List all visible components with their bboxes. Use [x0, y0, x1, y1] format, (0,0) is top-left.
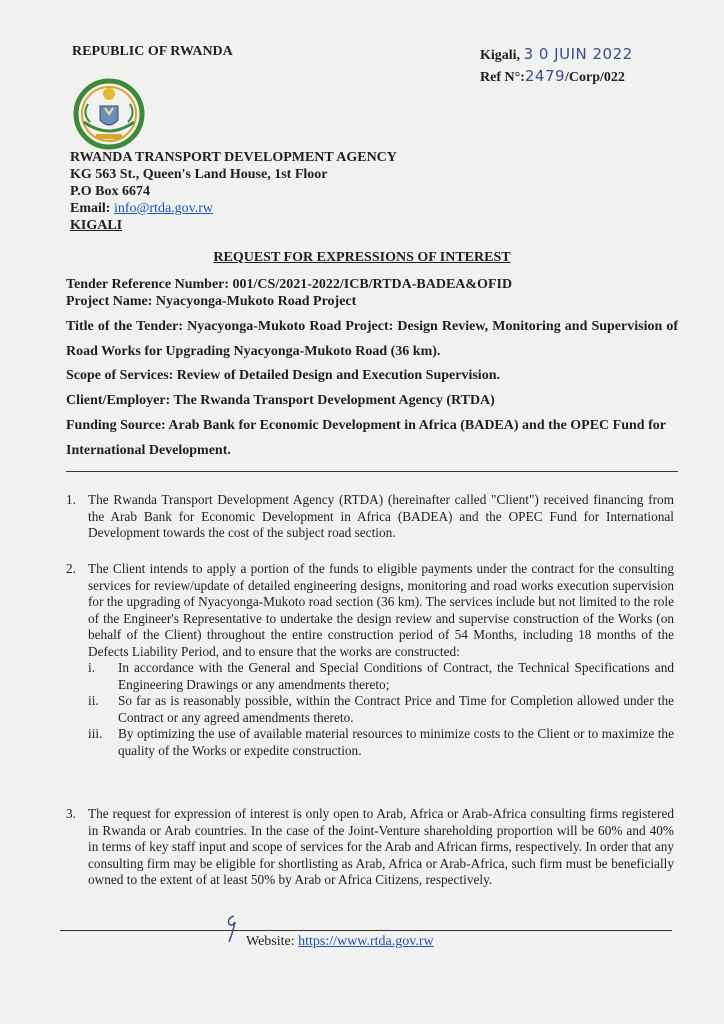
agency-email-line — [70, 200, 397, 217]
paragraph-number: 1. — [66, 492, 76, 507]
paragraph-text: The Rwanda Transport Development Agency (RTDA) (hereinafter called "Client") received financing from the Arab Bank for Economic Development in Africa (BADEA) and the OPEC Fund for International Development towards the cost of the subject road section. — [88, 492, 674, 540]
funding-source: Funding Source: Arab Bank for Economic Development in Africa (BADEA) and the OPEC Fund for International Development. — [66, 418, 666, 458]
date-line — [480, 44, 633, 66]
list-item-text: In accordance with the General and Special Conditions of Contract, the Technical Specifications and Engineering Drawings or any amendments thereto; — [118, 660, 674, 692]
list-item — [88, 660, 674, 693]
website-link[interactable]: https://www.rtda.gov.rw — [298, 934, 434, 949]
ref-label: Ref N°: — [480, 70, 525, 85]
footer-divider — [60, 930, 672, 931]
email-link[interactable]: info@rtda.gov.rw — [113, 201, 214, 216]
list-item-numeral: i. — [88, 660, 96, 675]
paragraph-3 — [66, 806, 674, 889]
email-label: Email: — [70, 201, 111, 216]
agency-street: KG 563 St., Queen's Land House, 1st Floor — [70, 167, 328, 182]
initials-signature-mark — [222, 912, 242, 951]
project-name: Project Name: Nyacyonga-Mukoto Road Project — [66, 294, 357, 309]
list-item — [88, 693, 674, 726]
paragraph-number: 2. — [66, 561, 76, 576]
date-reference-block — [480, 44, 633, 88]
list-item-numeral: ii. — [88, 693, 99, 708]
ref-suffix: /Corp/022 — [565, 70, 625, 85]
agency-address-block — [70, 149, 397, 234]
scope-of-services: Scope of Services: Review of Detailed Design and Execution Supervision. — [66, 368, 500, 383]
paragraph-text: The request for expression of interest is only open to Arab, Africa or Arab-Africa consulting firms registered in Rwanda or Arab countries. In the case of the Joint-Venture shareholding proportion will be 60% and 40% in terms of key staff input and scope of services for the Arab and African firms, respectively. In order that any consulting firm may be eligible for shortlisting as Arab, Africa or Arab-Africa, such firm must be beneficially owned to the extent of at least 50% by Arab or Africa Citizens, respectively. — [88, 806, 674, 887]
handwritten-ref-number: 2479 — [524, 67, 566, 85]
footer-website — [246, 934, 434, 950]
agency-city: KIGALI — [70, 218, 123, 233]
republic-heading: REPUBLIC OF RWANDA — [72, 44, 233, 59]
reference-line — [480, 66, 633, 88]
website-label: Website: — [246, 934, 295, 949]
agency-po-box: P.O Box 6674 — [70, 184, 150, 199]
tender-title: Title of the Tender: Nyacyonga-Mukoto Road Project: Design Review, Monitoring and Supervision of Road Works for Upgrading Nyacyonga-Mukoto Road (36 km). — [66, 319, 678, 359]
tender-reference: Tender Reference Number: 001/CS/2021-2022/ICB/RTDA-BADEA&OFID — [66, 277, 513, 292]
paragraph-number: 3. — [66, 806, 76, 821]
tender-meta-block — [66, 276, 678, 463]
paragraph-2 — [66, 561, 674, 759]
list-item-text: So far as is reasonably possible, within the Contract Price and Time for Completion allowed under the Contract or any agreed amendments thereto. — [118, 693, 674, 725]
list-item-numeral: iii. — [88, 726, 103, 741]
handwritten-date: 3 0 JUIN 2022 — [523, 45, 633, 63]
place-label: Kigali, — [480, 48, 521, 63]
paragraph-1 — [66, 492, 674, 542]
document-title: REQUEST FOR EXPRESSIONS OF INTEREST — [213, 250, 511, 265]
paragraph-text: The Client intends to apply a portion of the funds to eligible payments under the contract for the consulting services for review/update of detailed engineering designs, monitoring and road works execution supervision for the upgrading of Nyacyonga-Mukoto road section (36 km). The services include but not limited to the role of the Engineer's Representative to undertake the design review and supervise construction of the Works (on behalf of the Client) throughout the entire construction period of 54 Months, including 18 months of the Defects Liability Period, and to ensure that the works are constructed: — [88, 561, 674, 659]
client-employer: Client/Employer: The Rwanda Transport Development Agency (RTDA) — [66, 393, 495, 408]
list-item — [88, 726, 674, 759]
section-divider — [66, 471, 678, 472]
agency-name: RWANDA TRANSPORT DEVELOPMENT AGENCY — [70, 150, 397, 165]
list-item-text: By optimizing the use of available material resources to minimize costs to the Client or to maximize the quality of the Works or expedite construction. — [118, 726, 674, 758]
